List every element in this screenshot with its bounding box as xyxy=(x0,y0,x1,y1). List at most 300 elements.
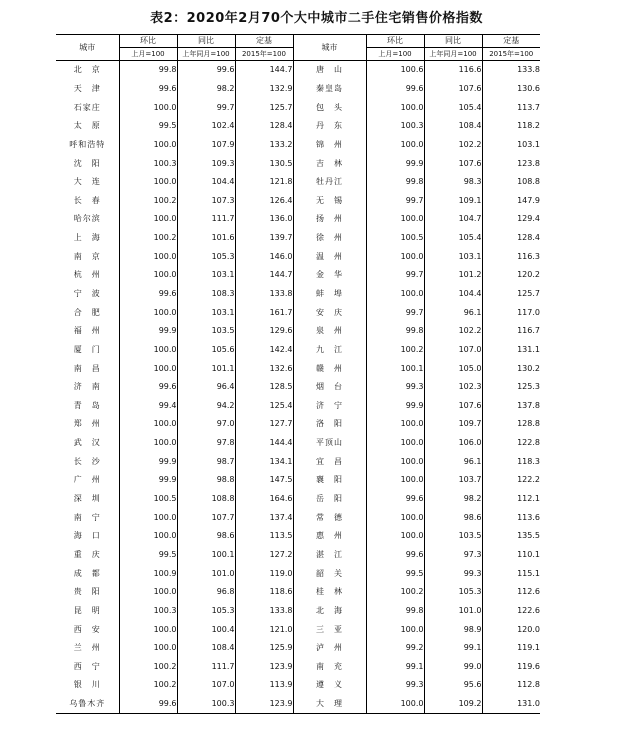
mom-value: 100.0 xyxy=(119,434,177,453)
city-name: 西 安 xyxy=(73,624,101,634)
mom-base-label: 上月=100 xyxy=(119,48,177,61)
city-name: 郑 州 xyxy=(73,419,101,429)
base-base-label: 2015年=100 xyxy=(235,48,293,61)
right-mom-value: 99.6 xyxy=(366,490,424,509)
mom-value: 100.2 xyxy=(119,676,177,695)
right-base-value: 113.7 xyxy=(482,98,540,117)
yoy-base-label-right: 上年同月=100 xyxy=(424,48,482,61)
table-row xyxy=(56,285,540,304)
base-header-right: 定基 xyxy=(482,35,540,48)
right-mom-value: 100.6 xyxy=(366,61,424,80)
mom-value: 100.0 xyxy=(119,359,177,378)
base-value: 132.9 xyxy=(235,80,293,99)
right-base-value: 113.6 xyxy=(482,508,540,527)
yoy-value: 105.6 xyxy=(177,341,235,360)
table-row xyxy=(56,639,540,658)
base-value: 129.6 xyxy=(235,322,293,341)
mom-value: 100.0 xyxy=(119,341,177,360)
mom-value: 100.3 xyxy=(119,602,177,621)
mom-value: 100.0 xyxy=(119,415,177,434)
base-value: 144.7 xyxy=(235,61,293,80)
table-row xyxy=(56,173,540,192)
base-value: 125.9 xyxy=(235,639,293,658)
right-yoy-value: 106.0 xyxy=(424,434,482,453)
right-base-value: 130.2 xyxy=(482,359,540,378)
city-name: 石家庄 xyxy=(73,102,101,112)
yoy-value: 103.1 xyxy=(177,266,235,285)
base-value: 121.0 xyxy=(235,620,293,639)
base-value: 118.6 xyxy=(235,583,293,602)
mom-value: 99.6 xyxy=(119,285,177,304)
yoy-value: 101.6 xyxy=(177,229,235,248)
right-yoy-value: 103.1 xyxy=(424,247,482,266)
base-value: 142.4 xyxy=(235,341,293,360)
table-row xyxy=(56,415,540,434)
yoy-value: 107.7 xyxy=(177,508,235,527)
right-base-value: 112.8 xyxy=(482,676,540,695)
right-city-name: 丹 东 xyxy=(293,117,366,136)
right-mom-value: 100.0 xyxy=(366,210,424,229)
right-yoy-value: 99.3 xyxy=(424,564,482,583)
table-row xyxy=(56,191,540,210)
city-name: 武 汉 xyxy=(73,438,101,448)
base-value: 127.2 xyxy=(235,546,293,565)
city-name: 厦 门 xyxy=(73,344,101,354)
yoy-value: 97.8 xyxy=(177,434,235,453)
city-name: 银 川 xyxy=(73,680,101,690)
right-base-value: 108.8 xyxy=(482,173,540,192)
right-base-value: 120.0 xyxy=(482,620,540,639)
mom-value: 100.0 xyxy=(119,98,177,117)
right-yoy-value: 102.3 xyxy=(424,378,482,397)
right-yoy-value: 105.4 xyxy=(424,98,482,117)
right-city-name: 惠 州 xyxy=(293,527,366,546)
right-yoy-value: 103.5 xyxy=(424,527,482,546)
right-city-name: 襄 阳 xyxy=(293,471,366,490)
mom-header-right: 环比 xyxy=(366,35,424,48)
base-value: 144.7 xyxy=(235,266,293,285)
table-row xyxy=(56,658,540,677)
right-base-value: 128.4 xyxy=(482,229,540,248)
right-base-value: 122.6 xyxy=(482,602,540,621)
right-yoy-value: 102.2 xyxy=(424,322,482,341)
right-yoy-value: 102.2 xyxy=(424,136,482,155)
right-city-name: 湛 江 xyxy=(293,546,366,565)
right-base-value: 116.7 xyxy=(482,322,540,341)
right-base-value: 103.1 xyxy=(482,136,540,155)
right-mom-value: 99.1 xyxy=(366,658,424,677)
right-base-value: 112.1 xyxy=(482,490,540,509)
yoy-value: 107.0 xyxy=(177,676,235,695)
right-mom-value: 100.0 xyxy=(366,434,424,453)
mom-value: 100.2 xyxy=(119,658,177,677)
city-header-right: 城市 xyxy=(293,35,366,61)
right-mom-value: 100.0 xyxy=(366,471,424,490)
city-name: 南 宁 xyxy=(73,512,101,522)
right-mom-value: 99.3 xyxy=(366,676,424,695)
right-mom-value: 100.0 xyxy=(366,527,424,546)
yoy-value: 104.4 xyxy=(177,173,235,192)
right-city-name: 泉 州 xyxy=(293,322,366,341)
table-row xyxy=(56,247,540,266)
right-mom-value: 99.6 xyxy=(366,546,424,565)
table-row xyxy=(56,695,540,714)
right-mom-value: 99.8 xyxy=(366,322,424,341)
right-yoy-value: 101.0 xyxy=(424,602,482,621)
city-name: 福 州 xyxy=(73,326,101,336)
right-mom-value: 100.3 xyxy=(366,117,424,136)
right-yoy-value: 98.2 xyxy=(424,490,482,509)
right-yoy-value: 104.4 xyxy=(424,285,482,304)
right-mom-value: 99.9 xyxy=(366,154,424,173)
mom-value: 99.9 xyxy=(119,471,177,490)
right-mom-value: 100.0 xyxy=(366,508,424,527)
base-value: 132.6 xyxy=(235,359,293,378)
right-city-name: 大 理 xyxy=(293,695,366,714)
right-yoy-value: 96.1 xyxy=(424,452,482,471)
table-title: 表2：2020年2月70个大中城市二手住宅销售价格指数 xyxy=(150,11,483,26)
right-city-name: 常 德 xyxy=(293,508,366,527)
right-mom-value: 99.7 xyxy=(366,191,424,210)
right-mom-value: 99.7 xyxy=(366,303,424,322)
city-name: 海 口 xyxy=(73,531,101,541)
right-base-value: 131.1 xyxy=(482,341,540,360)
right-city-name: 南 充 xyxy=(293,658,366,677)
base-value: 113.5 xyxy=(235,527,293,546)
yoy-value: 98.6 xyxy=(177,527,235,546)
right-city-name: 韶 关 xyxy=(293,564,366,583)
yoy-value: 107.9 xyxy=(177,136,235,155)
right-base-value: 129.4 xyxy=(482,210,540,229)
yoy-value: 97.0 xyxy=(177,415,235,434)
right-base-value: 118.3 xyxy=(482,452,540,471)
yoy-value: 99.6 xyxy=(177,61,235,80)
base-value: 128.5 xyxy=(235,378,293,397)
right-yoy-value: 108.4 xyxy=(424,117,482,136)
right-yoy-value: 98.9 xyxy=(424,620,482,639)
right-yoy-value: 109.1 xyxy=(424,191,482,210)
right-yoy-value: 107.0 xyxy=(424,341,482,360)
base-value: 113.9 xyxy=(235,676,293,695)
table-row xyxy=(56,620,540,639)
city-name: 太 原 xyxy=(73,121,101,131)
mom-value: 100.0 xyxy=(119,303,177,322)
city-name: 南 昌 xyxy=(73,363,101,373)
mom-value: 99.5 xyxy=(119,117,177,136)
right-yoy-value: 98.3 xyxy=(424,173,482,192)
right-mom-value: 99.5 xyxy=(366,564,424,583)
right-city-name: 平顶山 xyxy=(293,434,366,453)
right-mom-value: 100.5 xyxy=(366,229,424,248)
right-mom-value: 99.3 xyxy=(366,378,424,397)
yoy-value: 100.3 xyxy=(177,695,235,714)
yoy-value: 108.3 xyxy=(177,285,235,304)
right-city-name: 泸 州 xyxy=(293,639,366,658)
right-base-value: 128.8 xyxy=(482,415,540,434)
mom-value: 99.4 xyxy=(119,397,177,416)
right-city-name: 桂 林 xyxy=(293,583,366,602)
right-city-name: 扬 州 xyxy=(293,210,366,229)
right-city-name: 唐 山 xyxy=(293,61,366,80)
base-value: 119.0 xyxy=(235,564,293,583)
right-city-name: 秦皇岛 xyxy=(293,80,366,99)
right-yoy-value: 109.2 xyxy=(424,695,482,714)
yoy-value: 108.8 xyxy=(177,490,235,509)
table-row xyxy=(56,397,540,416)
right-yoy-value: 107.6 xyxy=(424,154,482,173)
mom-value: 100.0 xyxy=(119,583,177,602)
right-mom-value: 99.9 xyxy=(366,397,424,416)
city-name: 呼和浩特 xyxy=(69,139,106,149)
mom-value: 100.2 xyxy=(119,229,177,248)
right-yoy-value: 109.7 xyxy=(424,415,482,434)
yoy-value: 109.3 xyxy=(177,154,235,173)
right-mom-value: 100.2 xyxy=(366,341,424,360)
yoy-value: 105.3 xyxy=(177,602,235,621)
right-mom-value: 99.7 xyxy=(366,266,424,285)
city-name: 贵 阳 xyxy=(73,587,101,597)
city-name: 济 南 xyxy=(73,382,101,392)
city-name: 兰 州 xyxy=(73,643,101,653)
yoy-value: 105.3 xyxy=(177,247,235,266)
table-row xyxy=(56,303,540,322)
city-name: 乌鲁木齐 xyxy=(56,695,119,714)
table-row xyxy=(56,564,540,583)
mom-value: 99.5 xyxy=(119,546,177,565)
right-mom-value: 100.2 xyxy=(366,583,424,602)
yoy-value: 107.3 xyxy=(177,191,235,210)
yoy-value: 98.7 xyxy=(177,452,235,471)
table-row xyxy=(56,266,540,285)
table-row xyxy=(56,452,540,471)
right-mom-value: 100.0 xyxy=(366,285,424,304)
base-value: 146.0 xyxy=(235,247,293,266)
yoy-value: 111.7 xyxy=(177,658,235,677)
city-name: 北 京 xyxy=(73,65,101,75)
table-row xyxy=(56,471,540,490)
yoy-value: 103.1 xyxy=(177,303,235,322)
city-name: 宁 波 xyxy=(73,289,101,298)
table-row xyxy=(56,583,540,602)
right-base-value: 119.1 xyxy=(482,639,540,658)
table-row xyxy=(56,117,540,136)
table-row xyxy=(56,229,540,248)
right-base-value: 123.8 xyxy=(482,154,540,173)
base-value: 164.6 xyxy=(235,490,293,509)
yoy-base-label: 上年同月=100 xyxy=(177,48,235,61)
mom-value: 99.9 xyxy=(119,452,177,471)
mom-value: 99.9 xyxy=(119,322,177,341)
right-base-value: 137.8 xyxy=(482,397,540,416)
right-mom-value: 99.2 xyxy=(366,639,424,658)
yoy-value: 100.4 xyxy=(177,620,235,639)
city-name: 成 都 xyxy=(73,568,101,578)
right-yoy-value: 105.0 xyxy=(424,359,482,378)
right-mom-value: 100.1 xyxy=(366,359,424,378)
right-base-value: 112.6 xyxy=(482,583,540,602)
table-row xyxy=(56,359,540,378)
right-yoy-value: 103.7 xyxy=(424,471,482,490)
base-value: 126.4 xyxy=(235,191,293,210)
base-base-label-right: 2015年=100 xyxy=(482,48,540,61)
right-mom-value: 99.8 xyxy=(366,173,424,192)
right-mom-value: 100.0 xyxy=(366,247,424,266)
right-city-name: 牡丹江 xyxy=(293,173,366,192)
right-city-name: 金 华 xyxy=(293,266,366,285)
base-value: 125.7 xyxy=(235,98,293,117)
city-name: 深 圳 xyxy=(73,494,101,504)
city-name: 大 连 xyxy=(73,177,101,187)
table-row xyxy=(56,508,540,527)
right-yoy-value: 95.6 xyxy=(424,676,482,695)
right-city-name: 锦 州 xyxy=(293,136,366,155)
base-value: 123.9 xyxy=(235,695,293,714)
city-name: 沈 阳 xyxy=(73,158,101,168)
mom-value: 99.8 xyxy=(119,61,177,80)
right-yoy-value: 98.6 xyxy=(424,508,482,527)
mom-value: 99.6 xyxy=(119,695,177,714)
table-row xyxy=(56,434,540,453)
table-row xyxy=(56,378,540,397)
right-yoy-value: 99.0 xyxy=(424,658,482,677)
right-mom-value: 99.8 xyxy=(366,602,424,621)
right-city-name: 温 州 xyxy=(293,247,366,266)
mom-value: 100.0 xyxy=(119,247,177,266)
right-city-name: 岳 阳 xyxy=(293,490,366,509)
mom-value: 99.6 xyxy=(119,80,177,99)
yoy-value: 96.4 xyxy=(177,378,235,397)
city-name: 长 沙 xyxy=(73,456,101,466)
right-city-name: 徐 州 xyxy=(293,229,366,248)
right-city-name: 包 头 xyxy=(293,98,366,117)
table-row xyxy=(56,322,540,341)
base-value: 127.7 xyxy=(235,415,293,434)
table-row xyxy=(56,98,540,117)
yoy-value: 98.2 xyxy=(177,80,235,99)
right-yoy-value: 116.6 xyxy=(424,61,482,80)
right-mom-value: 100.0 xyxy=(366,136,424,155)
right-yoy-value: 97.3 xyxy=(424,546,482,565)
mom-value: 100.0 xyxy=(119,136,177,155)
right-city-name: 三 亚 xyxy=(293,620,366,639)
yoy-value: 108.4 xyxy=(177,639,235,658)
table-row xyxy=(56,546,540,565)
base-value: 136.0 xyxy=(235,210,293,229)
yoy-value: 101.1 xyxy=(177,359,235,378)
base-value: 128.4 xyxy=(235,117,293,136)
right-city-name: 济 宁 xyxy=(293,397,366,416)
city-name: 天 津 xyxy=(73,83,101,93)
right-mom-value: 100.0 xyxy=(366,452,424,471)
right-yoy-value: 101.2 xyxy=(424,266,482,285)
table-row xyxy=(56,490,540,509)
base-value: 134.1 xyxy=(235,452,293,471)
table-row xyxy=(56,527,540,546)
yoy-value: 102.4 xyxy=(177,117,235,136)
base-value: 147.5 xyxy=(235,471,293,490)
mom-base-label-right: 上月=100 xyxy=(366,48,424,61)
yoy-value: 100.1 xyxy=(177,546,235,565)
base-value: 133.2 xyxy=(235,136,293,155)
right-city-name: 蚌 埠 xyxy=(293,285,366,304)
right-yoy-value: 105.4 xyxy=(424,229,482,248)
right-city-name: 九 江 xyxy=(293,341,366,360)
right-base-value: 125.3 xyxy=(482,378,540,397)
right-mom-value: 100.0 xyxy=(366,98,424,117)
right-base-value: 133.8 xyxy=(482,61,540,80)
price-index-table xyxy=(56,34,540,714)
yoy-value: 94.2 xyxy=(177,397,235,416)
right-base-value: 147.9 xyxy=(482,191,540,210)
right-city-name: 吉 林 xyxy=(293,154,366,173)
yoy-value: 111.7 xyxy=(177,210,235,229)
right-mom-value: 100.0 xyxy=(366,415,424,434)
right-city-name: 遵 义 xyxy=(293,676,366,695)
base-value: 137.4 xyxy=(235,508,293,527)
right-yoy-value: 104.7 xyxy=(424,210,482,229)
city-name: 昆 明 xyxy=(73,605,101,615)
yoy-value: 101.0 xyxy=(177,564,235,583)
yoy-value: 98.8 xyxy=(177,471,235,490)
right-yoy-value: 107.6 xyxy=(424,397,482,416)
table-row xyxy=(56,341,540,360)
base-value: 133.8 xyxy=(235,285,293,304)
base-value: 133.8 xyxy=(235,602,293,621)
base-value: 130.5 xyxy=(235,154,293,173)
city-name: 长 春 xyxy=(73,195,101,205)
mom-header: 环比 xyxy=(119,35,177,48)
mom-value: 100.0 xyxy=(119,639,177,658)
base-value: 123.9 xyxy=(235,658,293,677)
base-value: 161.7 xyxy=(235,303,293,322)
table-row xyxy=(56,154,540,173)
right-base-value: 120.2 xyxy=(482,266,540,285)
mom-value: 100.3 xyxy=(119,154,177,173)
city-name: 杭 州 xyxy=(73,270,101,280)
base-value: 121.8 xyxy=(235,173,293,192)
right-mom-value: 100.0 xyxy=(366,620,424,639)
right-base-value: 122.2 xyxy=(482,471,540,490)
base-value: 125.4 xyxy=(235,397,293,416)
right-base-value: 119.6 xyxy=(482,658,540,677)
right-yoy-value: 99.1 xyxy=(424,639,482,658)
mom-value: 100.0 xyxy=(119,527,177,546)
right-city-name: 赣 州 xyxy=(293,359,366,378)
yoy-header: 同比 xyxy=(177,35,235,48)
right-yoy-value: 107.6 xyxy=(424,80,482,99)
mom-value: 100.0 xyxy=(119,508,177,527)
mom-value: 99.6 xyxy=(119,378,177,397)
table-row xyxy=(56,676,540,695)
yoy-header-right: 同比 xyxy=(424,35,482,48)
right-base-value: 116.3 xyxy=(482,247,540,266)
mom-value: 100.0 xyxy=(119,173,177,192)
mom-value: 100.9 xyxy=(119,564,177,583)
right-base-value: 131.0 xyxy=(482,695,540,714)
right-base-value: 135.5 xyxy=(482,527,540,546)
yoy-value: 99.7 xyxy=(177,98,235,117)
right-city-name: 北 海 xyxy=(293,602,366,621)
city-name: 广 州 xyxy=(73,475,101,485)
table-row xyxy=(56,61,540,80)
right-base-value: 110.1 xyxy=(482,546,540,565)
city-name: 南 京 xyxy=(73,251,101,261)
table-row xyxy=(56,210,540,229)
mom-value: 100.5 xyxy=(119,490,177,509)
right-base-value: 115.1 xyxy=(482,564,540,583)
city-name: 哈尔滨 xyxy=(73,214,101,224)
right-base-value: 125.7 xyxy=(482,285,540,304)
